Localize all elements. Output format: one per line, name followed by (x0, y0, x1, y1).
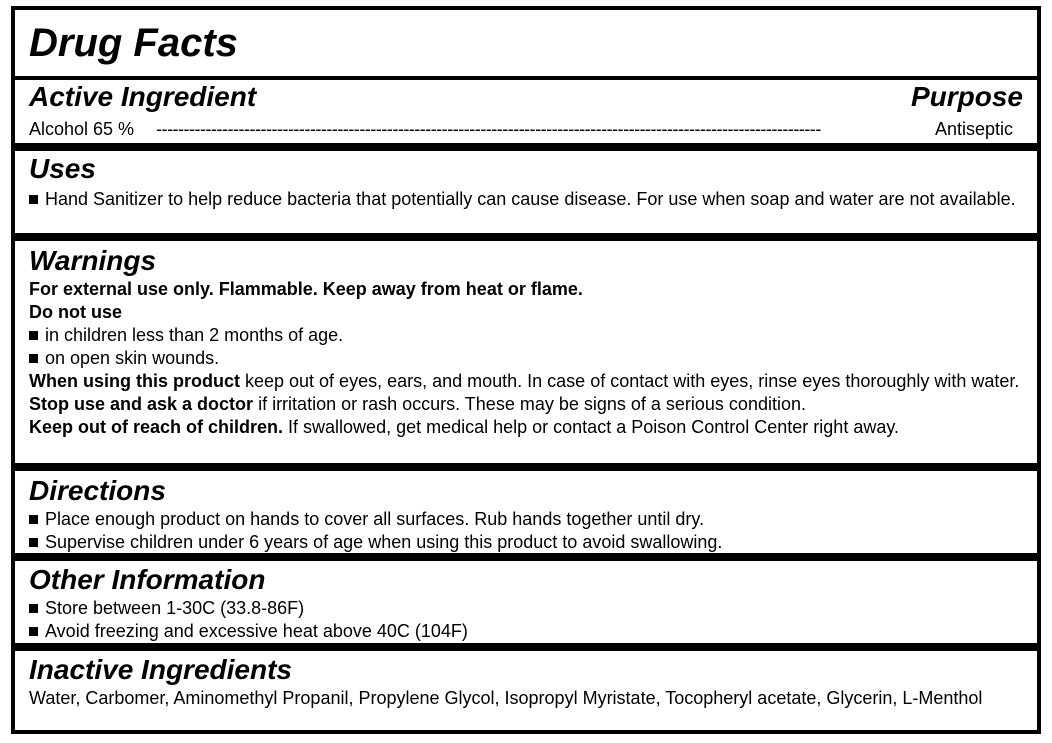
bullet-icon (29, 627, 38, 636)
bullet-icon (29, 538, 38, 547)
leader-dashes: ------------------------------------------------------------------------------------------------------------------------- (156, 119, 821, 139)
purpose-heading: Purpose (910, 81, 1023, 112)
warnings-section (15, 247, 1037, 439)
other-info-heading: Other Information (29, 564, 266, 595)
directions-item-text: Place enough product on hands to cover all surfaces. Rub hands together until dry. (45, 509, 705, 529)
directions-heading: Directions (29, 475, 166, 506)
directions-item (29, 508, 1023, 531)
stop-use-label: Stop use and ask a doctor (29, 394, 254, 414)
other-info-section (15, 566, 1037, 643)
do-not-use-label: Do not use (29, 302, 122, 322)
uses-section (15, 155, 1037, 211)
inactive-heading: Inactive Ingredients (29, 654, 292, 685)
active-ingredient-heading: Active Ingredient (29, 81, 257, 112)
uses-item (29, 188, 1023, 211)
other-info-item-text: Avoid freezing and excessive heat above 40C (104F) (45, 621, 468, 641)
do-not-use-item-text: on open skin wounds. (45, 348, 220, 368)
when-using-warning (29, 370, 1023, 393)
keep-out-text: If swallowed, get medical help or contact a Poison Control Center right away. (283, 417, 900, 437)
drug-facts-panel (11, 6, 1041, 734)
warnings-heading: Warnings (29, 245, 157, 276)
divider (15, 233, 1037, 241)
directions-section (15, 477, 1037, 554)
do-not-use-item (29, 324, 1023, 347)
other-info-item (29, 597, 1023, 620)
directions-item (29, 531, 1023, 554)
ingredient-purpose: Antiseptic (934, 119, 1013, 139)
bullet-icon (29, 331, 38, 340)
divider (15, 76, 1037, 80)
bullet-icon (29, 354, 38, 363)
divider (15, 463, 1037, 471)
ingredient-name: Alcohol 65 % (29, 119, 135, 139)
stop-use-text: if irritation or rash occurs. These may be signs of a serious condition. (253, 394, 806, 414)
keep-out-label: Keep out of reach of children. (29, 417, 284, 437)
divider (15, 643, 1037, 651)
when-using-text: keep out of eyes, ears, and mouth. In case of contact with eyes, rinse eyes thoroughly with water. (239, 371, 1020, 391)
title-row (15, 23, 1037, 63)
inactive-ingredients-text: Water, Carbomer, Aminomethyl Propanil, Propylene Glycol, Isopropyl Myristate, Tocopheryl acetate, Glycerin, L-Menthol (29, 688, 983, 708)
stop-use-warning (29, 393, 1023, 416)
uses-heading: Uses (29, 153, 96, 184)
bullet-icon (29, 515, 38, 524)
inactive-section (15, 656, 1037, 710)
directions-item-text: Supervise children under 6 years of age when using this product to avoid swallowing. (45, 532, 723, 552)
external-use-warning: For external use only. Flammable. Keep away from heat or flame. (29, 279, 583, 299)
do-not-use-item (29, 347, 1023, 370)
uses-item-text: Hand Sanitizer to help reduce bacteria that potentially can cause disease. For use when soap and water are not available. (45, 189, 1016, 209)
active-header-row (15, 83, 1037, 111)
bullet-icon (29, 604, 38, 613)
bullet-icon (29, 195, 38, 204)
divider (15, 143, 1037, 151)
keep-out-of-reach-warning (29, 416, 1023, 439)
other-info-item (29, 620, 1023, 643)
page-title: Drug Facts (29, 21, 238, 65)
when-using-label: When using this product (29, 371, 240, 391)
other-info-item-text: Store between 1-30C (33.8-86F) (45, 598, 305, 618)
divider (15, 553, 1037, 561)
do-not-use-item-text: in children less than 2 months of age. (45, 325, 344, 345)
active-ingredient-row (15, 118, 1037, 141)
